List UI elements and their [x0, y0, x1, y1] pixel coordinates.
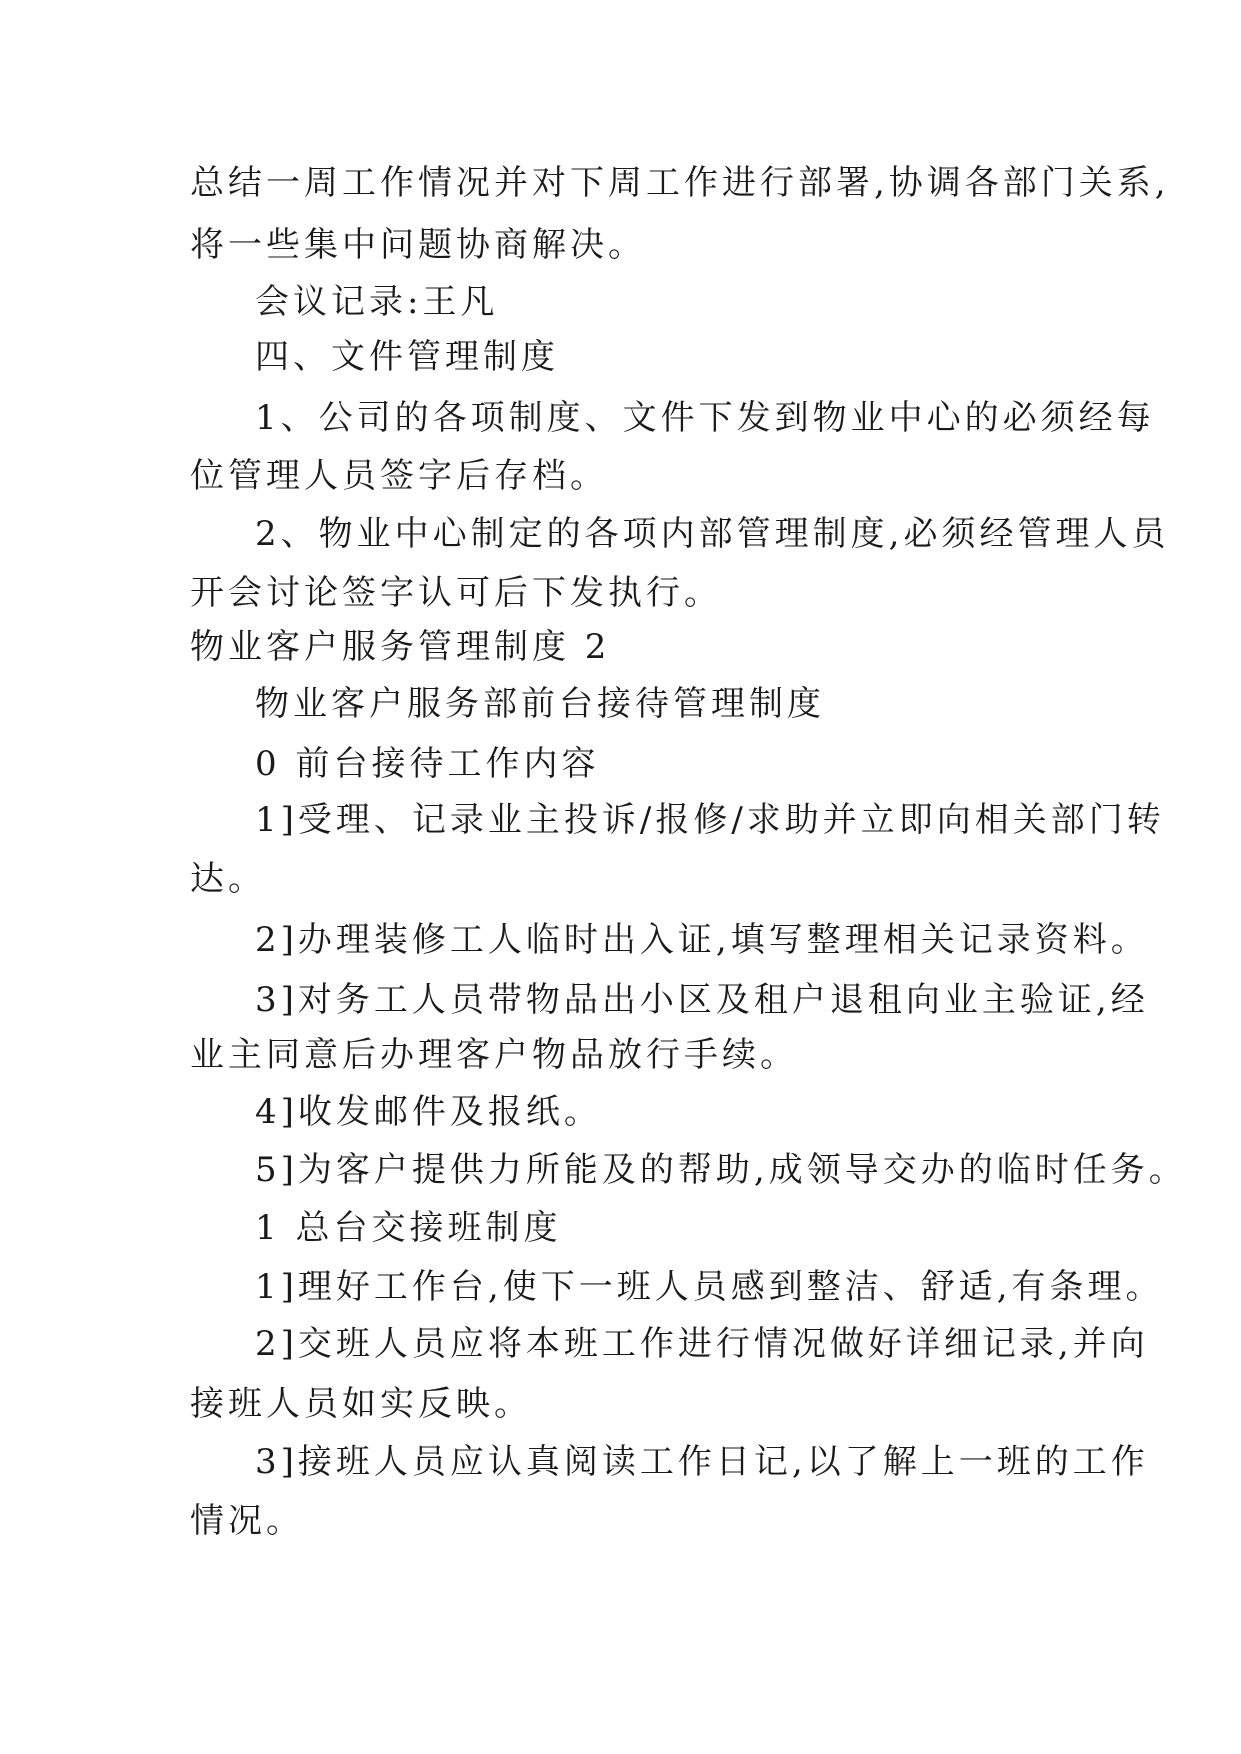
text-line: 总结一周工作情况并对下周工作进行部署,协调各部门关系,: [190, 163, 1170, 203]
section-heading: 四、文件管理制度: [255, 337, 559, 377]
text-line: 2]办理装修工人临时出入证,填写整理相关记录资料。: [255, 920, 1149, 960]
text-line: 1 总台交接班制度: [255, 1208, 562, 1248]
text-line: 达。: [190, 859, 266, 899]
text-line: 情况。: [190, 1501, 304, 1541]
text-line: 0 前台接待工作内容: [255, 744, 600, 784]
text-line: 3]接班人员应认真阅读工作日记,以了解上一班的工作: [255, 1442, 1149, 1482]
text-line: 2、物业中心制定的各项内部管理制度,必须经管理人员: [255, 514, 1170, 554]
text-line: 将一些集中问题协商解决。: [190, 225, 646, 265]
text-line: 2]交班人员应将本班工作进行情况做好详细记录,并向: [255, 1324, 1149, 1364]
text-line: 1、公司的各项制度、文件下发到物业中心的必须经每: [255, 398, 1155, 438]
text-line: 业主同意后办理客户物品放行手续。: [190, 1035, 798, 1075]
text-line: 1]受理、记录业主投诉/报修/求助并立即向相关部门转: [255, 800, 1165, 840]
text-line: 3]对务工人员带物品出小区及租户退租向业主验证,经: [255, 980, 1149, 1020]
document-heading: 物业客户服务管理制度 2: [190, 627, 611, 667]
text-line: 位管理人员签字后存档。: [190, 456, 608, 496]
text-line: 开会讨论签字认可后下发执行。: [190, 573, 722, 613]
text-line: 会议记录:王凡: [255, 282, 499, 322]
text-line: 物业客户服务部前台接待管理制度: [255, 684, 825, 724]
text-line: 4]收发邮件及报纸。: [255, 1092, 602, 1132]
text-line: 5]为客户提供力所能及的帮助,成领导交办的临时任务。: [255, 1150, 1187, 1190]
text-line: 接班人员如实反映。: [190, 1384, 532, 1424]
text-line: 1]理好工作台,使下一班人员感到整洁、舒适,有条理。: [255, 1267, 1164, 1307]
